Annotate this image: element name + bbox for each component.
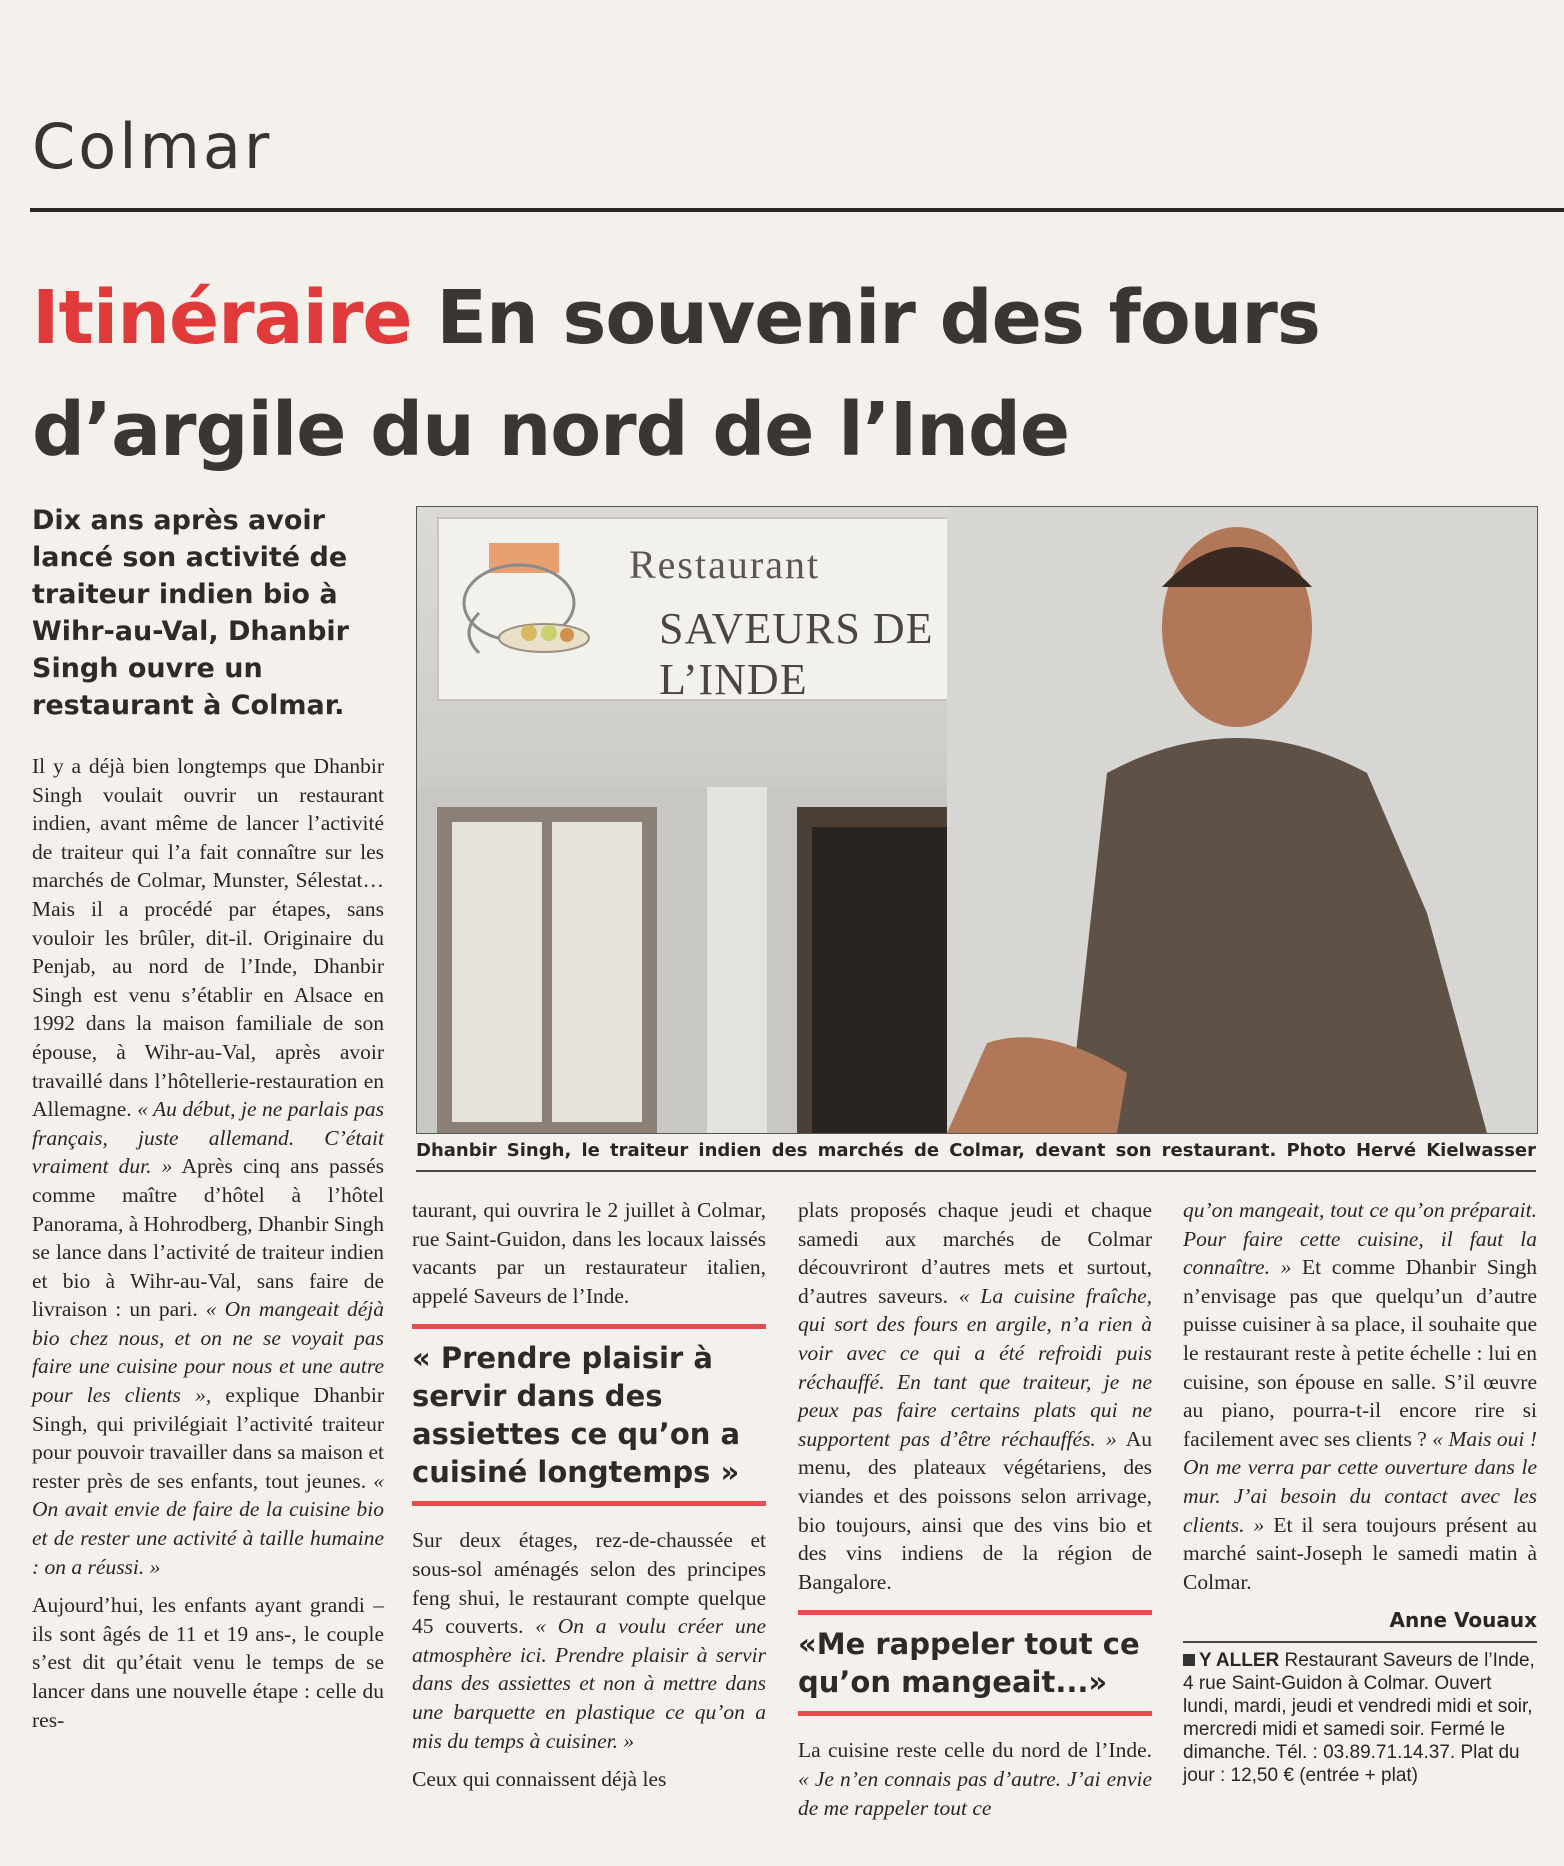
text: explique Dhanbir Singh, qui privilégiait l’activité traiteur pour pouvoir travailler dans sa maison et rester près de ses enfants, tout jeunes.: [32, 1383, 384, 1493]
paragraph: [412, 1526, 766, 1755]
paragraph: [32, 752, 384, 1581]
portrait-figure: [947, 507, 1537, 1133]
text: Il y a déjà bien longtemps que Dhanbir Singh voulait ouvrir un restaurant indien, avant même de lancer l’activité de traiteur qui l’a fait connaître sur les marchés de Colmar, Munster, Sélestat… Mais il a procédé par étapes, sans vouloir les brûler, dit-il. Originaire du Penjab, au nord de l’Inde, Dhanbir Singh est venu s’établir en Alsace en 1992 dans la maison familiale de son épouse, à Wihr-au-Val, après avoir travaillé dans l’hôtellerie-restauration en Allemagne.: [32, 754, 384, 1122]
quote-inline: « Je n’en connais pas d’autre. J’ai envie de me rappeler tout ce: [798, 1766, 1152, 1820]
article-column-1: [32, 752, 384, 1744]
quote-inline: qu’on mangeait, tout ce qu’on préparait. Pour faire cette cuisine, il faut la connaître. »: [1183, 1198, 1537, 1280]
article-column-4: [1183, 1196, 1537, 1787]
paragraph: [798, 1196, 1152, 1596]
text: Après cinq ans passés comme maître d’hôtel à l’hôtel Panorama, à Hohrodberg, Dhanbir Singh se lance dans l’activité de traiteur indien et bio à Wihr-au-Val, sans faire de livraison : un pari.: [32, 1154, 384, 1322]
elephant-logo-icon: [449, 533, 599, 673]
paragraph: [798, 1736, 1152, 1822]
info-box: [1183, 1641, 1537, 1787]
quote-inline: « Mais oui ! On me verra par cette ouverture dans le mur. J’ai besoin du contact avec les clients. »: [1183, 1426, 1538, 1537]
info-text: Restaurant Saveurs de l’Inde, 4 rue Saint-Guidon à Colmar. Ouvert lundi, mardi, jeudi et vendredi midi et soir, mercredi midi et samedi soir. Fermé le dimanche. Tél. : 03.89.71.14.37. Plat du jour : 12,50 € (entrée + plat): [1183, 1649, 1535, 1786]
article-column-2: [412, 1196, 766, 1804]
text: Et comme Dhanbir Singh n’envisage pas que quelqu’un d’autre puisse cuisiner à sa place, il souhaite que le restaurant reste à petite échelle : lui en cuisine, son épouse en salle. S’il œuvre au piano, pourra-t-il encore rire si facilement avec ses clients ?: [1183, 1255, 1537, 1451]
paragraph: [1183, 1196, 1537, 1596]
paragraph: taurant, qui ouvrira le 2 juillet à Colmar, rue Saint-Guidon, dans les locaux laissés vacants par un restaurateur italien, appelé Saveurs de l’Inde.: [412, 1198, 766, 1308]
square-bullet-icon: [1183, 1654, 1195, 1666]
section-title: Colmar: [32, 110, 273, 183]
text: plats proposés chaque jeudi et chaque samedi aux marchés de Colmar découvriront d’autres mets et surtout, d’autres saveurs.: [798, 1198, 1152, 1308]
text: La cuisine reste celle du nord de l’Inde.: [798, 1738, 1152, 1763]
info-label: Y ALLER: [1199, 1649, 1280, 1671]
author-byline: Anne Vouaux: [1389, 1608, 1537, 1633]
article-lead: Dix ans après avoir lancé son activité de traiteur indien bio à Wihr-au-Val, Dhanbir Singh ouvre un restaurant à Colmar.: [32, 505, 349, 721]
sign-text-name: SAVEURS DE L’INDE: [659, 604, 934, 704]
article-photo: [416, 506, 1538, 1134]
quote-inline: « On a voulu créer une atmosphère ici. Prendre plaisir à servir dans des assiettes et non à mettre dans une barquette en plastique ce qu’on a mis du temps à cuisiner. »: [412, 1614, 767, 1753]
quote-inline: « On avait envie de faire de la cuisine bio et de rester une activité à taille humaine : on a réussi. »: [32, 1468, 385, 1579]
quote-inline: « On mangeait déjà bio chez nous, et on ne se voyait pas faire une cuisine pour nous et une autre pour les clients »,: [32, 1297, 385, 1408]
photo-caption: Dhanbir Singh, le traiteur indien des marchés de Colmar, devant son restaurant. Photo Hervé Kielwasser: [416, 1140, 1536, 1161]
text: Et il sera toujours présent au marché saint-Joseph le samedi matin à Colmar.: [1183, 1512, 1537, 1594]
section-divider: [30, 208, 1564, 212]
headline-kicker: Itinéraire: [32, 275, 412, 361]
text: Sur deux étages, rez-de-chaussée et sous-sol aménagés selon des principes feng shui, le restaurant compte quelque 45 couverts.: [412, 1528, 766, 1639]
headline-title: En souvenir des fours d’argile du nord de l’Inde: [32, 275, 1320, 473]
article-column-3: [798, 1196, 1152, 1832]
caption-divider: [416, 1170, 1536, 1172]
quote-inline: « La cuisine fraîche, qui sort des fours en argile, n’a rien à voir avec ce qui a été refroidi puis réchauffé. En tant que traiteur, je ne peux pas faire certains plats qui ne supportent pas d’être réchauffés. »: [798, 1283, 1152, 1451]
headline: [32, 262, 1512, 486]
paragraph: Aujourd’hui, les enfants ayant grandi – ils sont âgés de 11 et 19 ans-, le couple s’est dit qu’était venu le temps de se lancer dans une nouvelle étape : celle du res-: [32, 1593, 384, 1732]
pull-quote: « Prendre plaisir à servir dans des assiettes ce qu’on a cuisiné longtemps »: [412, 1324, 766, 1506]
paragraph: Ceux qui connaissent déjà les: [412, 1767, 667, 1792]
pull-quote: «Me rappeler tout ce qu’on mangeait...»: [798, 1610, 1152, 1716]
sign-text-restaurant: Restaurant: [629, 542, 821, 587]
quote-inline: « Au début, je ne parlais pas français, juste allemand. C’était vraiment dur. »: [32, 1097, 385, 1179]
text: Au menu, des plateaux végétariens, des viandes et des poissons selon arrivage, bio toujours, ainsi que des vins bio et des vins indiens de la région de Bangalore.: [798, 1426, 1152, 1594]
